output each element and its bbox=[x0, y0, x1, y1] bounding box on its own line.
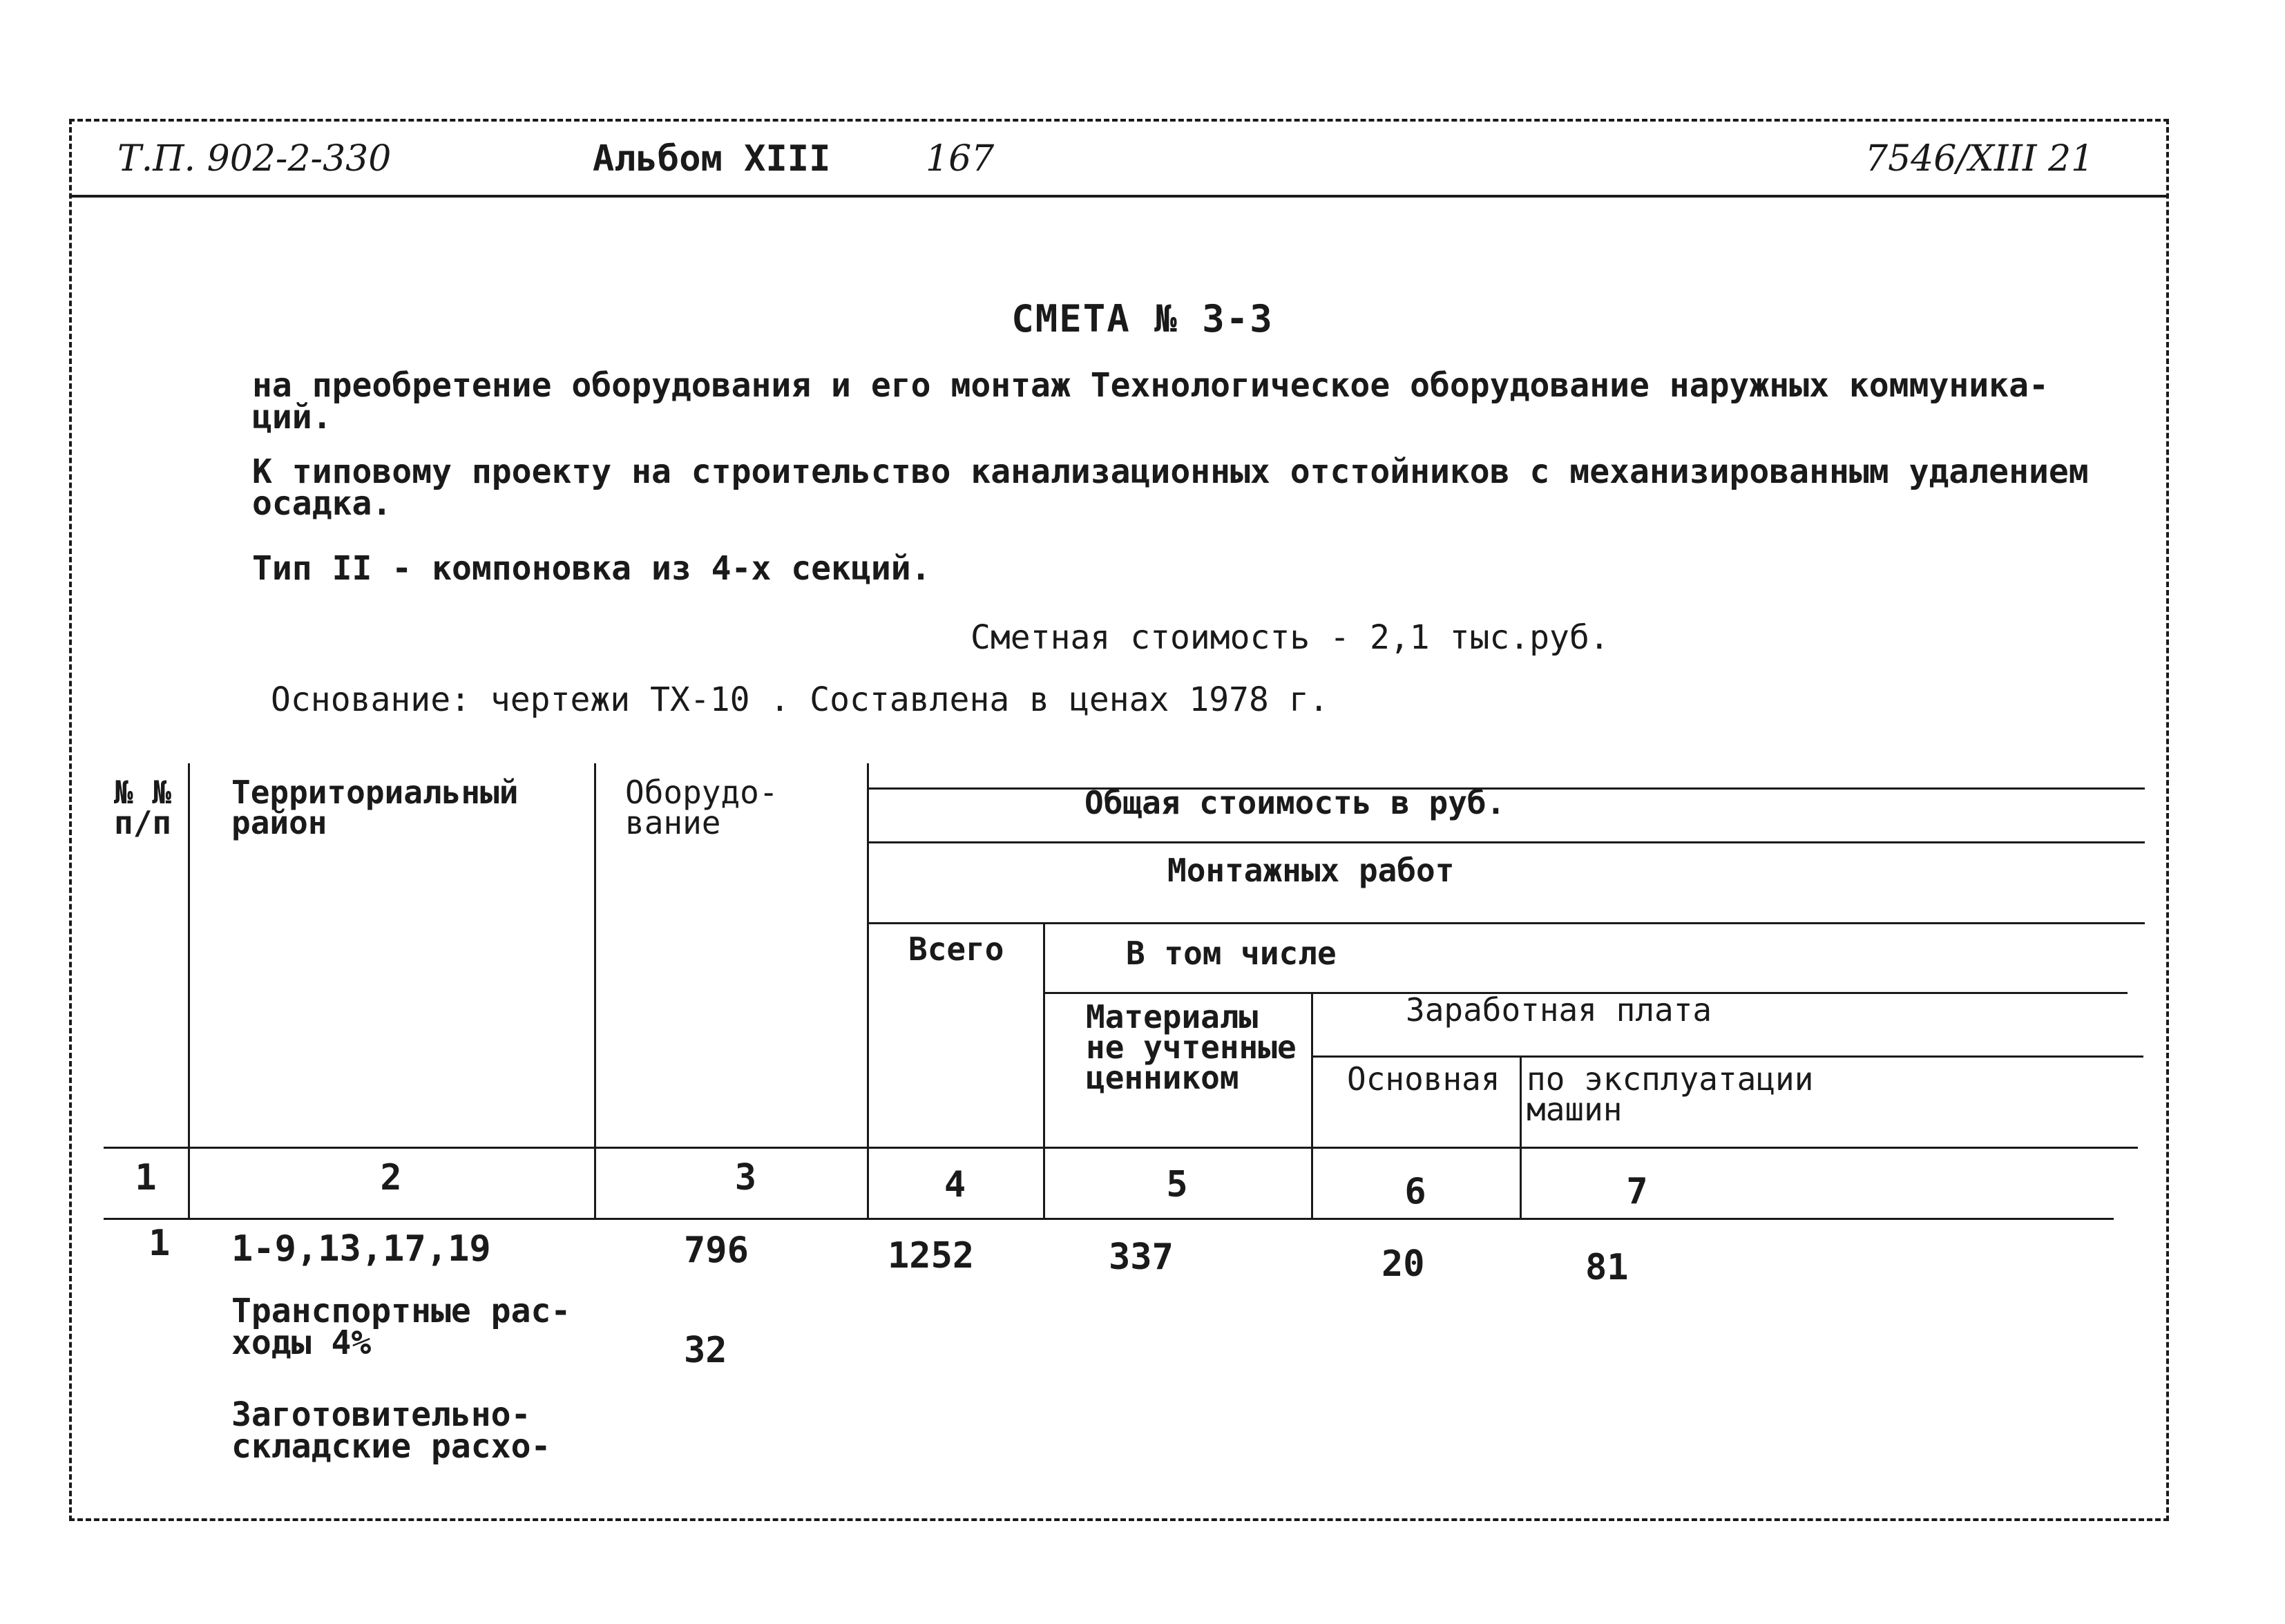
header-no: № № п/п bbox=[114, 774, 172, 841]
header-region: Территориальный район bbox=[231, 774, 519, 841]
col-num-2: 2 bbox=[380, 1157, 402, 1198]
row1-equipment: 796 bbox=[684, 1230, 749, 1271]
table-rule-numbers bbox=[104, 1218, 2114, 1220]
col-num-3: 3 bbox=[734, 1157, 756, 1198]
project-code: Т.П. 902-2-330 bbox=[117, 138, 392, 180]
page-number: 167 bbox=[926, 138, 995, 180]
document-title: СМЕТА № 3-3 bbox=[1011, 297, 1274, 341]
table-rule-header-bottom bbox=[104, 1147, 2138, 1149]
row1-total: 1252 bbox=[888, 1235, 975, 1277]
col-num-7: 7 bbox=[1626, 1171, 1648, 1212]
project-line-2: осадка. bbox=[252, 484, 392, 523]
project-line-1: К типовому проекту на строительство канализационных отстойников с механизированным удалением bbox=[252, 452, 2089, 491]
row1-machines: 81 bbox=[1585, 1247, 1629, 1288]
col-num-1: 1 bbox=[135, 1157, 157, 1198]
type-line: Тип II - компоновка из 4-х секций. bbox=[252, 549, 931, 588]
header-installation: Монтажных работ bbox=[1167, 852, 1455, 889]
album-label: Альбом XIII bbox=[593, 138, 831, 180]
row2-equipment: 32 bbox=[684, 1330, 727, 1371]
row2-region: Транспортные рас- ходы 4% bbox=[231, 1292, 571, 1362]
header-salary: Заработная плата bbox=[1406, 991, 1712, 1029]
row1-materials: 337 bbox=[1109, 1236, 1174, 1278]
header-machines: по эксплуатации машин bbox=[1527, 1060, 1814, 1128]
col-divider-2 bbox=[594, 763, 596, 1218]
row1-no: 1 bbox=[149, 1223, 171, 1264]
col-num-4: 4 bbox=[944, 1164, 966, 1205]
basis-line: Основание: чертежи ТХ-10 . Составлена в ценах 1978 г. bbox=[271, 680, 1329, 719]
sheet-code: 7546/XIII 21 bbox=[1865, 138, 2094, 180]
col-divider-3 bbox=[867, 763, 869, 1218]
row1-basic: 20 bbox=[1381, 1243, 1425, 1285]
header-divider bbox=[69, 195, 2169, 198]
header-total-cost: Общая стоимость в руб. bbox=[1084, 784, 1506, 821]
header-basic: Основная bbox=[1347, 1060, 1500, 1098]
estimated-cost: Сметная стоимость - 2,1 тыс.руб. bbox=[971, 618, 1609, 657]
header-total: Всего bbox=[908, 930, 1004, 968]
row3-region: Заготовительно- складские расхо- bbox=[231, 1395, 551, 1466]
header-equipment: Оборудо- вание bbox=[625, 774, 778, 841]
purpose-line-2: ций. bbox=[252, 398, 332, 437]
col-divider-1 bbox=[188, 763, 190, 1218]
row1-region: 1-9,13,17,19 bbox=[231, 1228, 491, 1270]
table-rule-general bbox=[867, 841, 2145, 843]
table-rule-top bbox=[867, 787, 2145, 790]
header-materials: Материалы не учтенные ценником bbox=[1086, 998, 1297, 1096]
table-rule-install bbox=[867, 922, 2145, 924]
purpose-line-1: на преобретение оборудования и его монтаж Технологическое оборудование наружных коммуника- bbox=[252, 366, 2049, 405]
col-num-5: 5 bbox=[1166, 1164, 1188, 1205]
col-num-6: 6 bbox=[1404, 1171, 1426, 1212]
header-including: В том числе bbox=[1126, 935, 1337, 972]
table-rule-salary bbox=[1311, 1055, 2143, 1058]
